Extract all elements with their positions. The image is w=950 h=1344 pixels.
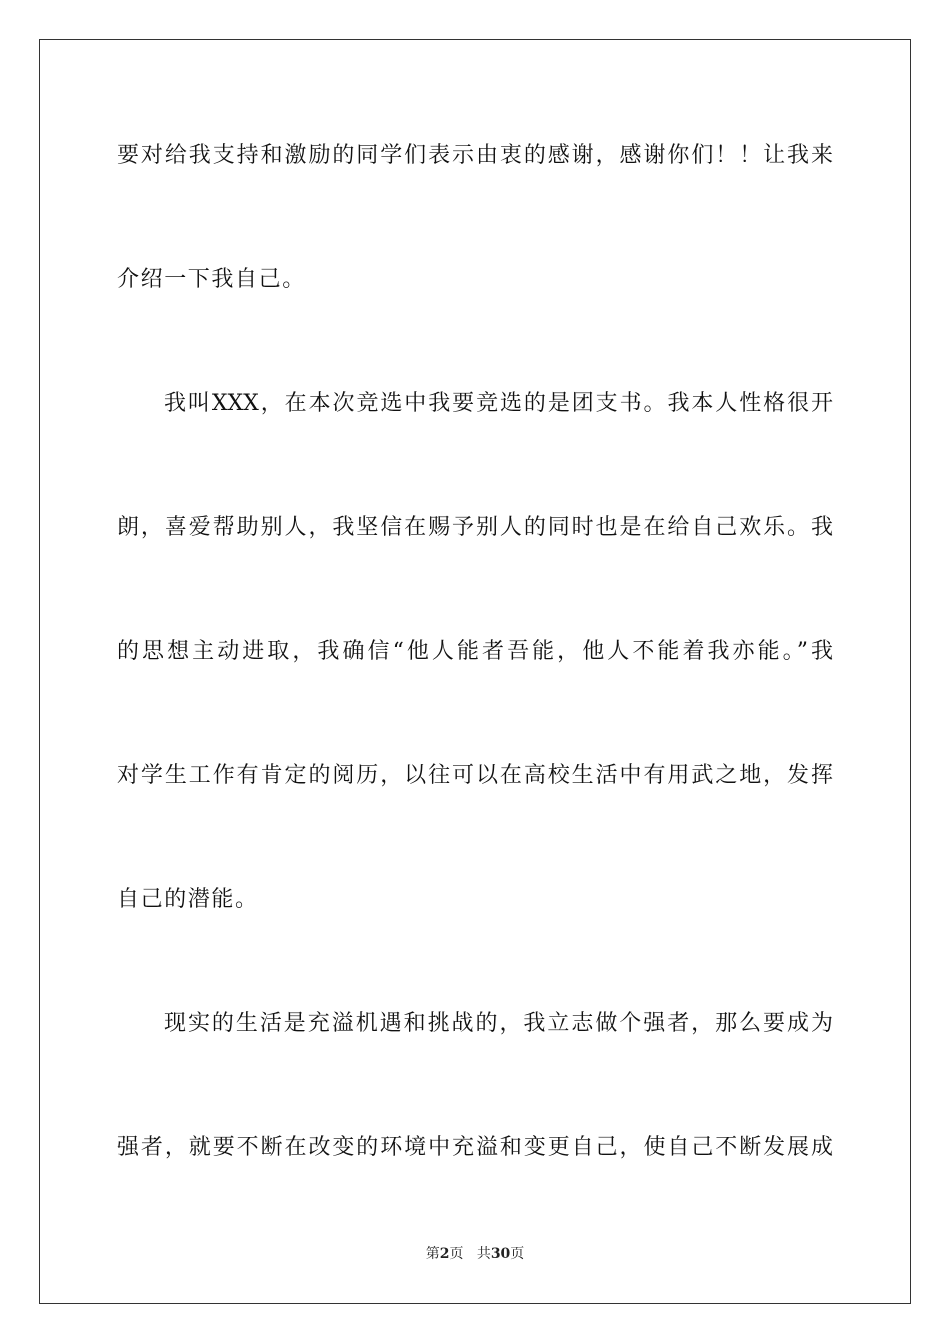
text-line-7: 自己的潜能。: [117, 887, 259, 912]
text-line-6: 对学生工作有肯定的阅历，以往可以在高校生活中有用武之地，发挥: [117, 763, 833, 788]
total-prefix: 共: [476, 1246, 491, 1262]
text-line-3: 我叫XXX，在本次竞选中我要竞选的是团支书。我本人性格很开: [164, 391, 833, 416]
text-line-1: 要对给我支持和激励的同学们表示由衷的感谢，感谢你们！！让我来: [117, 143, 833, 168]
total-suffix: 页: [510, 1246, 525, 1262]
text-line-9: 强者，就要不断在改变的环境中充溢和变更自己，使自己不断发展成: [117, 1135, 833, 1160]
total-pages: 30: [490, 1246, 511, 1262]
page-border: [39, 39, 911, 1304]
page-prefix: 第: [425, 1246, 440, 1262]
text-line-2: 介绍一下我自己。: [117, 267, 306, 292]
page-number: 2: [439, 1246, 450, 1262]
text-line-5: 的思想主动进取，我确信“他人能者吾能，他人不能着我亦能。”我: [117, 639, 833, 664]
text-line-8: 现实的生活是充溢机遇和挑战的，我立志做个强者，那么要成为: [164, 1011, 833, 1036]
text-line-4: 朗，喜爱帮助别人，我坚信在赐予别人的同时也是在给自己欢乐。我: [117, 515, 833, 540]
page-suffix: 页: [449, 1246, 464, 1262]
page-footer: [0, 1245, 950, 1263]
